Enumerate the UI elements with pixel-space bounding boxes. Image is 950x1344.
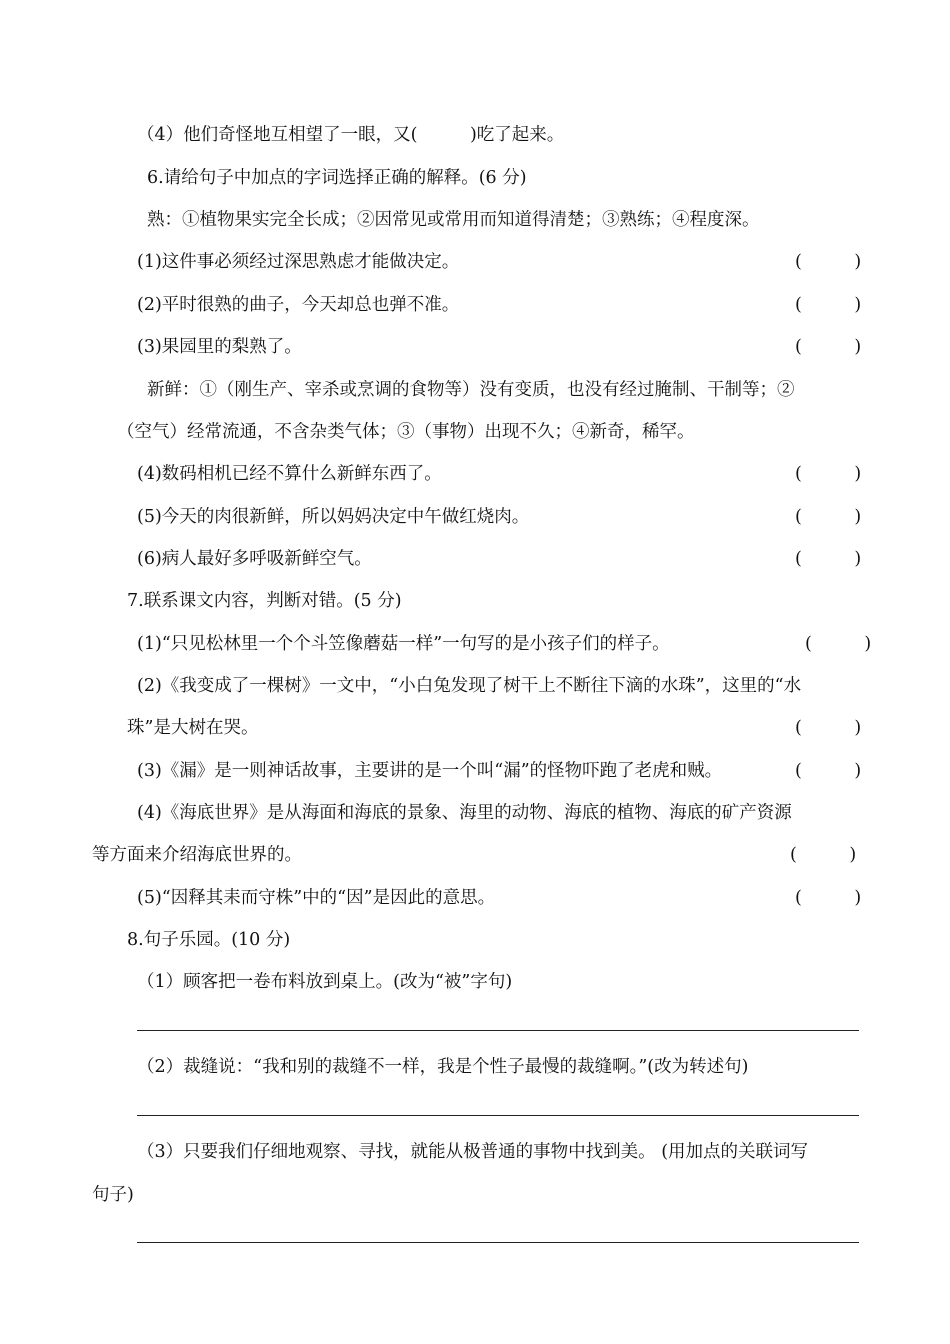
q7-item-1-answer[interactable]: ( ) [805, 634, 872, 654]
q7-item-5-answer[interactable]: ( ) [795, 888, 862, 908]
q7-item-2-line-2: 珠”是大树在哭。 [127, 718, 259, 738]
q6-item-6-answer[interactable]: ( ) [795, 549, 862, 569]
q6-item-3-answer[interactable]: ( ) [795, 337, 862, 357]
q6-item-3: (3)果园里的梨熟了。 [137, 337, 302, 357]
q6-item-4: (4)数码相机已经不算什么新鲜东西了。 [137, 464, 442, 484]
q7-item-3: (3)《漏》是一则神话故事，主要讲的是一个叫“漏”的怪物吓跑了老虎和贼。 [137, 761, 723, 781]
q7-item-2-answer[interactable]: ( ) [795, 718, 862, 738]
q7-item-2-line-1: (2)《我变成了一棵树》一文中，“小白兔发现了树干上不断往下滴的水珠”，这里的“水 [137, 676, 802, 696]
q6-item-4-answer[interactable]: ( ) [795, 464, 862, 484]
q6-item-2: (2)平时很熟的曲子，今天却总也弹不准。 [137, 295, 460, 315]
q8-item-1: （1）顾客把一卷布料放到桌上。(改为“被”字句) [137, 972, 513, 992]
q8-item-2: （2）裁缝说：“我和别的裁缝不一样，我是个性子最慢的裁缝啊。”(改为转述句) [137, 1057, 749, 1077]
q6-item-5-answer[interactable]: ( ) [795, 507, 862, 527]
q8-item-3-line-2: 句子) [92, 1185, 134, 1205]
q7-item-4-answer[interactable]: ( ) [790, 845, 857, 865]
q7-title: 7.联系课文内容，判断对错。(5 分) [127, 591, 402, 611]
q8-title: 8.句子乐园。(10 分) [127, 930, 291, 950]
q7-item-5: (5)“因释其耒而守株”中的“因”是因此的意思。 [137, 888, 496, 908]
q5-item-4: （4）他们奇怪地互相望了一眼，又( )吃了起来。 [137, 125, 565, 145]
q6-item-6: (6)病人最好多呼吸新鲜空气。 [137, 549, 372, 569]
q6-item-5: (5)今天的肉很新鲜，所以妈妈决定中午做红烧肉。 [137, 507, 530, 527]
q6-item-1-answer[interactable]: ( ) [795, 252, 862, 272]
q8-item-1-answer-line[interactable] [137, 1030, 859, 1031]
q6-definition-xinxian-line-2: （空气）经常流通，不含杂类气体；③（事物）出现不久；④新奇，稀罕。 [117, 422, 695, 442]
q6-title: 6.请给句子中加点的字词选择正确的解释。(6 分) [147, 168, 527, 188]
q7-item-3-answer[interactable]: ( ) [795, 761, 862, 781]
q6-item-1: (1)这件事必须经过深思熟虑才能做决定。 [137, 252, 460, 272]
q6-item-2-answer[interactable]: ( ) [795, 295, 862, 315]
q8-item-3-answer-line[interactable] [137, 1242, 859, 1243]
q7-item-4-line-2: 等方面来介绍海底世界的。 [92, 845, 302, 865]
q8-item-2-answer-line[interactable] [137, 1115, 859, 1116]
q6-definition-shu: 熟：①植物果实完全长成；②因常见或常用而知道得清楚；③熟练；④程度深。 [147, 210, 760, 230]
q8-item-3-line-1: （3）只要我们仔细地观察、寻找，就能从极普通的事物中找到美。 (用加点的关联词写 [137, 1142, 809, 1162]
q7-item-1: (1)“只见松林里一个个斗笠像蘑菇一样”一句写的是小孩子们的样子。 [137, 634, 670, 654]
q6-definition-xinxian-line-1: 新鲜：①（刚生产、宰杀或烹调的食物等）没有变质，也没有经过腌制、干制等；② [147, 380, 795, 400]
q7-item-4-line-1: (4)《海底世界》是从海面和海底的景象、海里的动物、海底的植物、海底的矿产资源 [137, 803, 792, 823]
